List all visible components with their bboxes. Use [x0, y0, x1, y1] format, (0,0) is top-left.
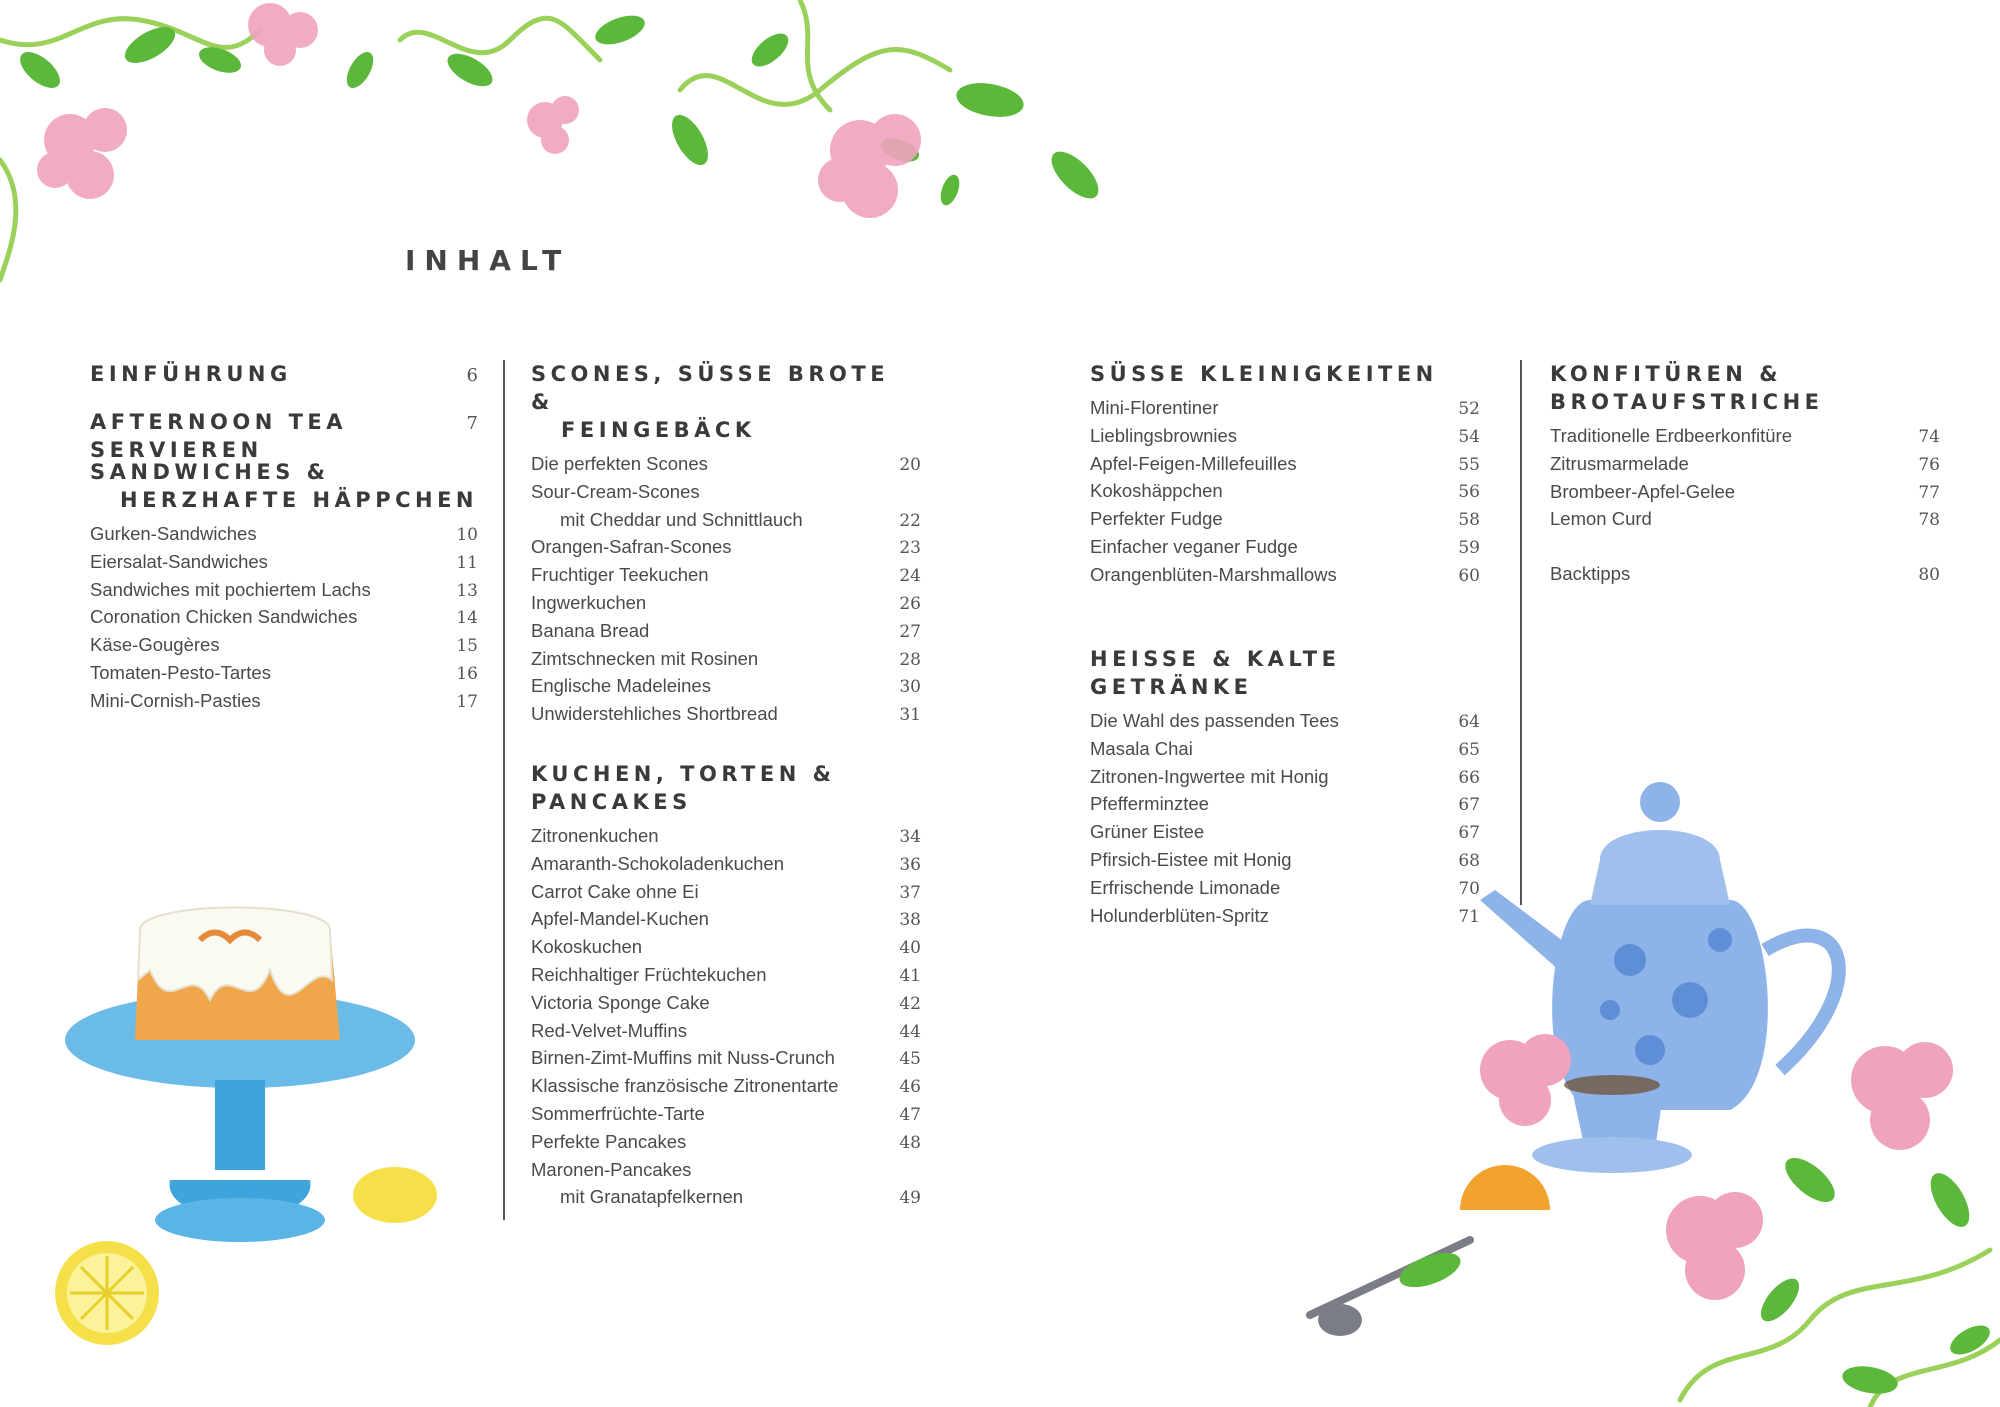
entry-page-number: 47	[899, 1104, 921, 1125]
toc-section	[1090, 645, 1480, 929]
toc-entry[interactable]	[531, 933, 921, 961]
entry-page-number: 11	[456, 552, 478, 573]
toc-entry[interactable]	[1550, 560, 1940, 588]
entry-page-number: 58	[1458, 510, 1480, 531]
entry-title: Masala Chai	[1090, 737, 1193, 759]
entry-title: Sommerfrüchte-Tarte	[531, 1102, 705, 1124]
section-title[interactable]	[90, 408, 478, 464]
entry-page-number: 55	[1458, 454, 1480, 475]
toc-entry[interactable]	[1550, 422, 1940, 450]
entry-list	[1550, 560, 1940, 588]
entry-page-number: 42	[899, 993, 921, 1014]
entry-page-number: 23	[899, 538, 921, 559]
entry-list	[531, 450, 921, 728]
entry-page-number: 24	[899, 566, 921, 587]
toc-entry[interactable]	[531, 1128, 921, 1156]
toc-entry[interactable]	[531, 850, 921, 878]
entry-title: Apfel-Mandel-Kuchen	[531, 908, 709, 930]
entry-title: Grüner Eistee	[1090, 821, 1205, 843]
entry-page-number: 80	[1918, 565, 1940, 585]
entry-page-number: 67	[1458, 823, 1480, 844]
entry-title: Perfekter Fudge	[1090, 508, 1223, 530]
entry-title: Traditionelle Erdbeerkonfitüre	[1550, 425, 1792, 446]
toc-entry[interactable]	[1090, 450, 1480, 478]
entry-title: Einfacher veganer Fudge	[1090, 535, 1298, 557]
toc-entry[interactable]	[1090, 763, 1480, 791]
entry-page-number: 26	[899, 593, 921, 614]
section-page-number: 7	[466, 413, 478, 434]
entry-title: mit Granatapfelkernen	[560, 1186, 744, 1208]
entry-title: Backtipps	[1550, 563, 1631, 584]
entry-page-number: 46	[899, 1077, 921, 1098]
entry-page-number: 59	[1458, 537, 1480, 558]
toc-entry[interactable]	[1550, 450, 1940, 478]
entry-list	[531, 822, 921, 1211]
section-title[interactable]	[90, 486, 478, 514]
toc-entry[interactable]	[1090, 533, 1480, 561]
entry-title: Birnen-Zimt-Muffins mit Nuss-Crunch	[531, 1047, 835, 1069]
entry-page-number: 20	[899, 455, 921, 475]
entry-title: Holunderblüten-Spritz	[1090, 904, 1269, 926]
section-title[interactable]	[1090, 360, 1480, 388]
entry-title: Die perfekten Scones	[531, 453, 708, 474]
toc-section	[531, 760, 921, 1211]
toc-entry[interactable]	[531, 822, 921, 850]
page-title: INHALT	[405, 244, 571, 277]
entry-title: Mini-Cornish-Pasties	[90, 689, 261, 711]
entry-page-number: 28	[899, 649, 921, 670]
entry-title: Zimtschnecken mit Rosinen	[531, 647, 759, 669]
toc-entry[interactable]	[531, 700, 921, 728]
toc-entry[interactable]	[531, 1017, 921, 1045]
section-title-text: KONFITÜREN & BROTAUFSTRICHE	[1550, 362, 1824, 414]
toc-entry[interactable]	[531, 989, 921, 1017]
entry-title: Fruchtiger Teekuchen	[531, 564, 709, 586]
entry-page-number: 37	[899, 882, 921, 903]
entry-title: Red-Velvet-Muffins	[531, 1019, 687, 1041]
entry-title: Apfel-Feigen-Millefeuilles	[1090, 452, 1297, 474]
entry-title: Unwiderstehliches Shortbread	[531, 703, 778, 725]
section-title-text: HEISSE & KALTE GETRÄNKE	[1090, 647, 1341, 699]
entry-page-number: 45	[899, 1049, 921, 1070]
column-divider	[503, 360, 505, 1220]
entry-page-number: 40	[899, 938, 921, 959]
entry-title: Käse-Gougères	[90, 634, 220, 656]
toc-entry[interactable]	[531, 878, 921, 906]
entry-title: Eiersalat-Sandwiches	[90, 550, 268, 572]
entry-title: Kokoshäppchen	[1090, 480, 1223, 502]
entry-title: Tomaten-Pesto-Tartes	[90, 661, 271, 683]
section-title[interactable]	[1550, 360, 1940, 416]
toc-entry[interactable]	[90, 631, 478, 659]
toc-entry[interactable]	[531, 1100, 921, 1128]
entry-list	[1090, 707, 1480, 929]
entry-title: mit Cheddar und Schnittlauch	[560, 508, 803, 530]
entry-title: Zitronen-Ingwertee mit Honig	[1090, 765, 1329, 787]
entry-page-number: 44	[899, 1021, 921, 1042]
entry-page-number: 67	[1458, 795, 1480, 816]
toc-entry[interactable]	[1090, 846, 1480, 874]
entry-title: Sour-Cream-Scones	[531, 480, 700, 502]
toc-entry[interactable]	[1090, 394, 1480, 422]
toc-entry[interactable]	[531, 478, 921, 506]
entry-page-number: 74	[1918, 427, 1940, 447]
entry-title: Ingwerkuchen	[531, 591, 647, 613]
section-title[interactable]	[1090, 645, 1480, 701]
toc-entry[interactable]	[531, 645, 921, 673]
toc-section	[1090, 360, 1480, 589]
toc-entry[interactable]	[531, 589, 921, 617]
entry-list	[90, 520, 478, 715]
entry-page-number: 78	[1918, 510, 1940, 531]
entry-title: Kokoskuchen	[531, 936, 643, 958]
entry-title: Carrot Cake ohne Ei	[531, 880, 699, 902]
toc-entry[interactable]	[531, 672, 921, 700]
entry-page-number: 64	[1458, 712, 1480, 732]
section-title-text: SÜSSE KLEINIGKEITEN	[1090, 362, 1438, 386]
entry-title: Klassische französische Zitronentarte	[531, 1075, 839, 1097]
entry-title: Orangenblüten-Marshmallows	[1090, 563, 1337, 585]
entry-page-number: 70	[1458, 878, 1480, 899]
entry-title: Pfefferminztee	[1090, 793, 1209, 815]
entry-page-number: 49	[899, 1188, 921, 1209]
entry-title: Lieblingsbrownies	[1090, 424, 1238, 446]
entry-page-number: 22	[899, 510, 921, 531]
entry-title: Mini-Florentiner	[1090, 397, 1219, 418]
lemon-slice-illustration	[52, 1238, 162, 1348]
entry-page-number: 17	[456, 691, 478, 712]
toc-entry[interactable]	[1550, 478, 1940, 506]
toc-entry[interactable]	[531, 561, 921, 589]
section-title-text: SCONES, SÜSSE BROTE &	[531, 362, 890, 414]
toc-entry[interactable]	[531, 1156, 921, 1184]
entry-page-number: 15	[456, 636, 478, 657]
section-title[interactable]	[90, 458, 478, 486]
toc-entry[interactable]	[1550, 505, 1940, 533]
entry-title: Englische Madeleines	[531, 675, 711, 697]
toc-entry[interactable]	[1090, 874, 1480, 902]
toc-entry[interactable]	[1090, 707, 1480, 735]
toc-section	[1550, 560, 1940, 588]
entry-page-number: 48	[899, 1132, 921, 1153]
entry-page-number: 10	[456, 525, 478, 545]
toc-entry[interactable]	[531, 506, 921, 534]
entry-page-number: 14	[456, 608, 478, 629]
section-title[interactable]	[531, 760, 921, 816]
section-title-text: AFTERNOON TEA SERVIEREN	[90, 410, 348, 462]
section-title-text: FEINGEBÄCK	[561, 418, 756, 442]
entry-title: Maronen-Pancakes	[531, 1158, 692, 1180]
entry-title: Victoria Sponge Cake	[531, 991, 710, 1013]
toc-entry[interactable]	[531, 450, 921, 478]
entry-title: Zitrusmarmelade	[1550, 452, 1689, 474]
section-title-text: EINFÜHRUNG	[90, 362, 292, 386]
toc-entry[interactable]	[531, 1183, 921, 1211]
toc-entry[interactable]	[90, 603, 478, 631]
entry-list	[1090, 394, 1480, 589]
entry-title: Amaranth-Schokoladenkuchen	[531, 852, 784, 874]
section-title-text: KUCHEN, TORTEN & PANCAKES	[531, 762, 836, 814]
toc-entry[interactable]	[1090, 735, 1480, 763]
entry-title: Brombeer-Apfel-Gelee	[1550, 480, 1736, 502]
entry-page-number: 34	[899, 827, 921, 847]
entry-title: Lemon Curd	[1550, 508, 1652, 530]
toc-section	[1550, 360, 1940, 533]
toc-entry[interactable]	[1090, 902, 1480, 930]
entry-page-number: 52	[1458, 399, 1480, 419]
section-title[interactable]	[90, 360, 478, 390]
entry-title: Orangen-Safran-Scones	[531, 536, 732, 558]
toc-section	[531, 360, 921, 728]
entry-title: Sandwiches mit pochiertem Lachs	[90, 578, 371, 600]
toc-section	[90, 458, 478, 715]
entry-title: Zitronenkuchen	[531, 825, 659, 846]
section-title[interactable]	[531, 416, 921, 444]
toc-entry[interactable]	[1090, 818, 1480, 846]
entry-page-number: 41	[899, 965, 921, 986]
toc-section	[90, 408, 478, 464]
entry-list	[1550, 422, 1940, 533]
entry-title: Pfirsich-Eistee mit Honig	[1090, 848, 1292, 870]
entry-title: Reichhaltiger Früchtekuchen	[531, 963, 767, 985]
entry-title: Coronation Chicken Sandwiches	[90, 606, 358, 628]
entry-title: Perfekte Pancakes	[531, 1130, 687, 1152]
entry-title: Gurken-Sandwiches	[90, 523, 257, 544]
entry-page-number: 76	[1918, 454, 1940, 475]
entry-page-number: 77	[1918, 482, 1940, 503]
entry-page-number: 71	[1458, 906, 1480, 927]
entry-page-number: 30	[899, 677, 921, 698]
toc-entry[interactable]	[90, 687, 478, 715]
entry-page-number: 27	[899, 621, 921, 642]
entry-title: Erfrischende Limonade	[1090, 876, 1281, 898]
section-title[interactable]	[531, 360, 921, 416]
toc-entry[interactable]	[531, 533, 921, 561]
entry-page-number: 54	[1458, 426, 1480, 447]
entry-page-number: 36	[899, 854, 921, 875]
toc-entry[interactable]	[1090, 561, 1480, 589]
toc-entry[interactable]	[531, 905, 921, 933]
entry-title: Die Wahl des passenden Tees	[1090, 710, 1339, 731]
entry-page-number: 60	[1458, 565, 1480, 586]
toc-entry[interactable]	[90, 659, 478, 687]
toc-entry[interactable]	[90, 548, 478, 576]
entry-page-number: 16	[456, 663, 478, 684]
toc-entry[interactable]	[90, 520, 478, 548]
toc-entry[interactable]	[531, 961, 921, 989]
entry-page-number: 56	[1458, 482, 1480, 503]
entry-page-number: 13	[456, 580, 478, 601]
toc-section	[90, 360, 478, 390]
entry-page-number: 68	[1458, 850, 1480, 871]
toc-entry[interactable]	[531, 1072, 921, 1100]
toc-entry[interactable]	[1090, 422, 1480, 450]
toc-entry[interactable]	[90, 576, 478, 604]
toc-entry[interactable]	[1090, 505, 1480, 533]
toc-entry[interactable]	[1090, 477, 1480, 505]
section-title-text: HERZHAFTE HÄPPCHEN	[120, 488, 478, 512]
entry-title: Banana Bread	[531, 619, 650, 641]
entry-page-number: 66	[1458, 767, 1480, 788]
entry-page-number: 38	[899, 910, 921, 931]
column-divider	[1520, 360, 1522, 905]
section-page-number: 6	[466, 365, 478, 386]
toc-entry[interactable]	[531, 617, 921, 645]
toc-entry[interactable]	[531, 1044, 921, 1072]
entry-page-number: 65	[1458, 739, 1480, 760]
entry-page-number: 31	[899, 705, 921, 726]
section-title-text: SANDWICHES &	[90, 460, 330, 484]
toc-entry[interactable]	[1090, 790, 1480, 818]
